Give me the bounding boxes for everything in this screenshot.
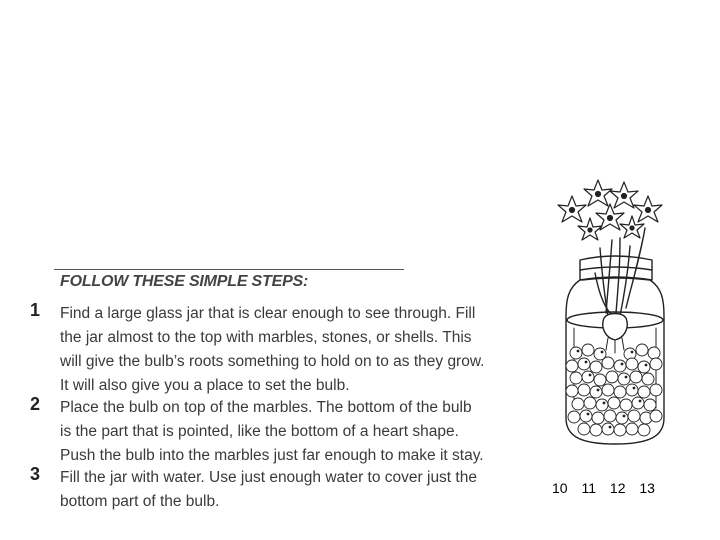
step-line: Find a large glass jar that is clear enough to see through. Fill	[60, 305, 476, 322]
heading-rule	[54, 269, 404, 270]
step-number: 3	[30, 464, 41, 484]
step-line: Fill the jar with water. Use just enough water to cover just the	[60, 469, 477, 486]
step-number: 1	[30, 300, 41, 320]
step-line: the jar almost to the top with marbles, stones, or shells. This	[60, 329, 472, 346]
page-number[interactable]: 11	[581, 480, 597, 496]
page-number[interactable]: 13	[639, 480, 655, 496]
step-text	[60, 302, 540, 398]
step-line: Push the bulb into the marbles just far enough to make it stay.	[60, 447, 484, 464]
step-text	[60, 466, 540, 514]
flower-bulb-in-jar-icon	[540, 178, 690, 450]
step-line: Place the bulb on top of the marbles. The bottom of the bulb	[60, 399, 472, 416]
page-numbers	[552, 480, 665, 496]
step-line: bottom part of the bulb.	[60, 493, 220, 510]
step-line: will give the bulb’s roots something to hold on to as they grow.	[60, 353, 485, 370]
step-line: It will also give you a place to set the bulb.	[60, 377, 350, 394]
step-number: 2	[30, 394, 41, 414]
step-line: is the part that is pointed, like the bottom of a heart shape.	[60, 423, 459, 440]
page-number[interactable]: 10	[552, 480, 568, 496]
page-number[interactable]: 12	[609, 480, 626, 496]
steps-heading: FOLLOW THESE SIMPLE STEPS:	[60, 273, 309, 290]
step-text	[60, 396, 540, 468]
